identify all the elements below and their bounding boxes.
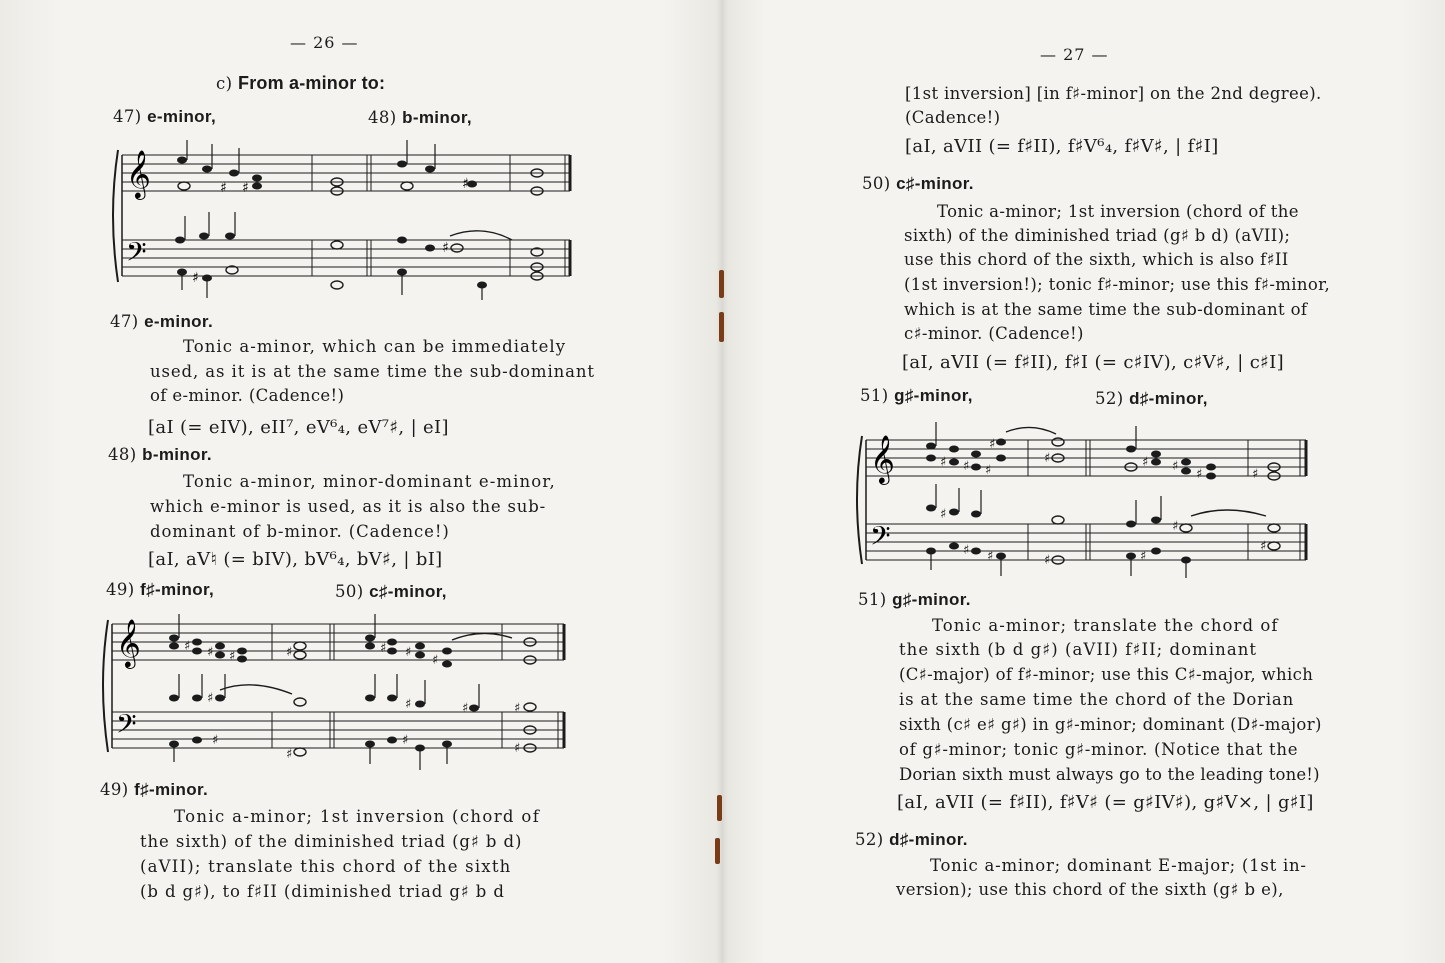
svg-text:♯: ♯: [514, 701, 521, 716]
example-label: [335, 582, 447, 602]
entry-text-line: use this chord of the sixth, which is also f♯II: [904, 250, 1289, 269]
svg-text:♯: ♯: [405, 697, 412, 712]
example-num: 49): [106, 580, 135, 599]
svg-text:♯: ♯: [207, 645, 214, 660]
section-heading-title: From a-minor to:: [238, 73, 386, 93]
entry-text-line: Tonic a-minor, minor-dominant e-minor,: [183, 472, 556, 491]
svg-text:♯: ♯: [462, 701, 469, 716]
example-label: [113, 107, 216, 127]
svg-text:♯: ♯: [940, 507, 947, 522]
svg-text:♯: ♯: [1142, 455, 1149, 470]
entry-text-line: the sixth) of the diminished triad (g♯ b d): [140, 832, 523, 851]
svg-text:♯: ♯: [1260, 539, 1267, 554]
entry-key: f♯-minor.: [134, 780, 209, 799]
music-example-51-52: [856, 418, 1312, 580]
harmonic-formula: [aI (= eIV), eII⁷, eV⁶₄, eV⁷♯, | eI]: [148, 417, 449, 438]
entry-header: [110, 312, 213, 332]
entry-text-line: is at the same time the chord of the Dorian: [899, 690, 1294, 709]
example-num: 51): [860, 386, 889, 405]
entry-text-line: (1st inversion!); tonic f♯-minor; use this f♯-minor,: [904, 275, 1331, 294]
harmonic-formula: [aI, aVII (= f♯II), f♯I (= c♯IV), c♯V♯, | c♯I]: [902, 352, 1285, 373]
svg-text:♯: ♯: [402, 733, 409, 748]
example-num: 52): [1095, 389, 1124, 408]
entry-text-line: sixth (c♯ e♯ g♯) in g♯-minor; dominant (D♯-major): [899, 715, 1322, 734]
example-label: [860, 386, 973, 406]
svg-text:♯: ♯: [1140, 549, 1147, 564]
example-num: 48): [368, 108, 397, 127]
entry-num: 47): [110, 312, 139, 331]
entry-text-line: of e-minor. (Cadence!): [150, 386, 345, 405]
entry-text-line: Tonic a-minor; dominant E-major; (1st in-: [930, 856, 1307, 875]
entry-key: d♯-minor.: [889, 830, 968, 849]
svg-text:♯: ♯: [286, 645, 293, 660]
svg-text:𝄞: 𝄞: [870, 434, 895, 483]
example-label: [106, 580, 214, 600]
svg-text:♯: ♯: [989, 437, 996, 452]
svg-text:♯: ♯: [987, 549, 994, 564]
svg-text:𝄢: 𝄢: [870, 520, 891, 558]
entry-text-line: sixth) of the diminished triad (g♯ b d) (aVII);: [904, 226, 1291, 245]
entry-header: [855, 830, 968, 850]
svg-text:♯: ♯: [432, 653, 439, 668]
svg-text:𝄞: 𝄞: [116, 618, 141, 667]
svg-text:𝄢: 𝄢: [126, 236, 147, 274]
entry-text-line: of g♯-minor; tonic g♯-minor. (Notice that the: [899, 740, 1299, 759]
entry-num: 49): [100, 780, 129, 799]
svg-text:♯: ♯: [242, 180, 249, 196]
example-key: d♯-minor,: [1129, 389, 1208, 408]
svg-text:♯: ♯: [985, 463, 992, 478]
entry-text-line: (C♯-major) of f♯-minor; use this C♯-major, which: [899, 665, 1314, 684]
svg-text:♯: ♯: [963, 543, 970, 558]
svg-text:𝄢: 𝄢: [116, 708, 137, 746]
entry-key: e-minor.: [144, 312, 214, 331]
svg-text:♯: ♯: [1172, 459, 1179, 474]
page-number: — 26 —: [290, 33, 359, 52]
example-num: 47): [113, 107, 142, 126]
page-number: — 27 —: [1040, 45, 1109, 64]
harmonic-formula: [aI, aVII (= f♯II), f♯V⁶₄, f♯V♯, | f♯I]: [905, 136, 1219, 157]
svg-text:♯: ♯: [220, 180, 227, 196]
staple-mark: [717, 795, 722, 821]
entry-text-line: Tonic a-minor; translate the chord of: [932, 616, 1279, 635]
svg-text:♯: ♯: [380, 641, 387, 656]
entry-text-line: the sixth (b d g♯) (aVII) f♯II; dominant: [899, 640, 1258, 659]
harmonic-formula: [aI, aV♮ (= bIV), bV⁶₄, bV♯, | bI]: [148, 549, 443, 570]
harmonic-formula: [aI, aVII (= f♯II), f♯V♯ (= g♯IV♯), g♯V×, | g♯I]: [897, 792, 1314, 813]
entry-text-line: Tonic a-minor, which can be immediately: [183, 337, 567, 356]
svg-text:♯: ♯: [1196, 467, 1203, 482]
example-key: c♯-minor,: [369, 582, 447, 601]
entry-num: 50): [862, 174, 891, 193]
music-example-47-48: [112, 140, 574, 300]
staple-mark: [719, 312, 724, 342]
entry-num: 51): [858, 590, 887, 609]
entry-key: c♯-minor.: [896, 174, 974, 193]
continued-text-line: [1st inversion] [in f♯-minor] on the 2nd degree).: [905, 84, 1322, 103]
svg-text:♯: ♯: [1172, 519, 1179, 534]
svg-text:♯: ♯: [229, 649, 236, 664]
music-example-49-50: [102, 612, 570, 772]
svg-text:♯: ♯: [514, 741, 521, 756]
entry-key: g♯-minor.: [892, 590, 971, 609]
example-key: b-minor,: [402, 108, 472, 127]
entry-header: [862, 174, 974, 194]
entry-text-line: which e-minor is used, as it is also the sub-: [150, 497, 546, 516]
svg-text:♯: ♯: [1044, 451, 1051, 466]
svg-text:♯: ♯: [1252, 467, 1259, 482]
staple-mark: [719, 270, 724, 298]
entry-text-line: (b d g♯), to f♯II (diminished triad g♯ b d: [140, 882, 505, 901]
entry-num: 48): [108, 445, 137, 464]
continued-text-line: (Cadence!): [905, 108, 1001, 127]
entry-text-line: Dorian sixth must always go to the leading tone!): [899, 765, 1320, 784]
svg-text:♯: ♯: [442, 240, 449, 256]
svg-text:♯: ♯: [192, 270, 199, 286]
entry-text-line: dominant of b-minor. (Cadence!): [150, 522, 450, 541]
section-heading-num: c): [216, 74, 233, 93]
svg-text:♯: ♯: [940, 455, 947, 470]
svg-text:♯: ♯: [405, 645, 412, 660]
entry-text-line: version); use this chord of the sixth (g♯ b e),: [896, 880, 1284, 899]
staple-mark: [715, 838, 720, 864]
entry-text-line: used, as it is at the same time the sub-dominant: [150, 362, 595, 381]
svg-text:♯: ♯: [963, 459, 970, 474]
svg-text:♯: ♯: [462, 176, 469, 192]
entry-header: [100, 780, 208, 800]
svg-text:♯: ♯: [212, 733, 219, 748]
svg-text:♯: ♯: [184, 639, 191, 654]
svg-text:♯: ♯: [286, 747, 293, 762]
example-key: f♯-minor,: [140, 580, 215, 599]
entry-header: [108, 445, 212, 465]
entry-header: [858, 590, 971, 610]
entry-text-line: Tonic a-minor; 1st inversion (chord of the: [937, 202, 1299, 221]
example-key: e-minor,: [147, 107, 217, 126]
svg-text:♯: ♯: [1044, 553, 1051, 568]
svg-text:♯: ♯: [207, 691, 214, 706]
entry-text-line: which is at the same time the sub-dominant of: [904, 300, 1308, 319]
entry-text-line: c♯-minor. (Cadence!): [904, 324, 1084, 343]
svg-text:𝄞: 𝄞: [126, 149, 151, 198]
entry-num: 52): [855, 830, 884, 849]
entry-text-line: Tonic a-minor; 1st inversion (chord of: [174, 807, 541, 826]
section-heading: [216, 73, 385, 94]
example-label: [1095, 389, 1208, 409]
example-num: 50): [335, 582, 364, 601]
example-label: [368, 108, 472, 128]
example-key: g♯-minor,: [894, 386, 973, 405]
entry-text-line: (aVII); translate this chord of the sixth: [140, 857, 512, 876]
entry-key: b-minor.: [142, 445, 212, 464]
